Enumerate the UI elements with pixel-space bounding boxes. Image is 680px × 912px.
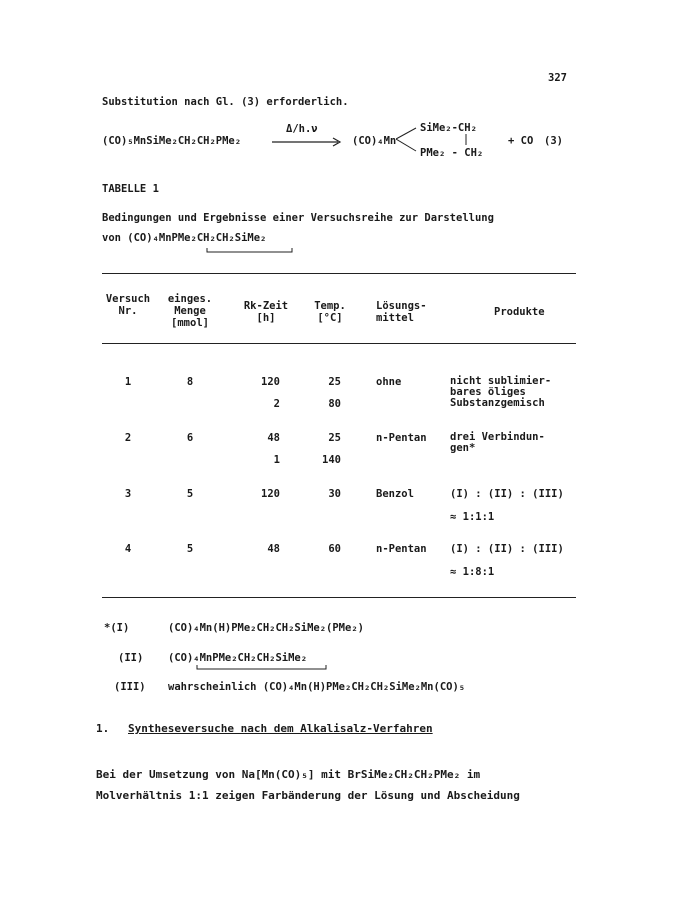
page-number: 327: [548, 72, 567, 84]
intro-line: Substitution nach Gl. (3) erforderlich.: [102, 96, 349, 108]
row-zeit-2: 1: [273, 454, 280, 466]
row-nr: 1: [124, 376, 132, 388]
table-header-rule: [102, 343, 576, 344]
row-zeit: 48: [267, 543, 280, 555]
header-loesung: [376, 300, 427, 324]
footnote-label: (II): [118, 652, 144, 664]
row-produkte-line1: nicht sublimier-: [450, 375, 552, 387]
row-produkte: (I) : (II) : (III): [450, 543, 564, 555]
row-menge: 5: [186, 488, 194, 500]
row-temp: 60: [328, 543, 341, 555]
row-menge: 8: [186, 376, 194, 388]
header-temp: [305, 300, 355, 324]
row-produkte-line2: gen*: [450, 442, 476, 454]
header-temp-line2: [°C]: [317, 312, 343, 324]
row-menge: 5: [186, 543, 194, 555]
row-zeit-2: 2: [273, 398, 280, 410]
header-zeit: [236, 300, 296, 324]
row-temp-2: 140: [322, 454, 341, 466]
row-temp-2: 80: [328, 398, 341, 410]
row-temp: 25: [328, 376, 341, 388]
row-produkte: [450, 376, 551, 409]
table-bottom-rule: [102, 597, 576, 598]
footnote-text: (CO)₄MnPMe₂CH₂CH₂SiMe₂: [168, 652, 308, 664]
header-temp-line1: Temp.: [314, 300, 346, 312]
row-produkte-line2: bares öliges: [450, 386, 526, 398]
footnote-label: (III): [114, 681, 146, 693]
caption-bracket-icon: [206, 248, 296, 254]
equation-ring-top: SiMe₂-CH₂: [420, 122, 477, 134]
header-versuch-line1: Versuch: [105, 293, 151, 305]
equation-plus-co: + CO: [508, 135, 534, 147]
row-menge: 6: [186, 432, 194, 444]
footnote-text: (CO)₄Mn(H)PMe₂CH₂CH₂SiMe₂(PMe₂): [168, 622, 364, 634]
header-loesung-line2: mittel: [376, 312, 414, 324]
section-title: Syntheseversuche nach dem Alkalisalz-Verfahren: [128, 722, 433, 735]
row-temp: 25: [328, 432, 341, 444]
equation-ring-bottom: PMe₂ - CH₂: [420, 147, 484, 159]
header-produkte: Produkte: [494, 306, 545, 318]
row-produkte: (I) : (II) : (III): [450, 488, 564, 500]
header-menge-line2: Menge: [174, 305, 206, 317]
equation-number: (3): [544, 135, 563, 147]
header-versuch-line2: Nr.: [118, 305, 138, 317]
body-line2: Molverhältnis 1:1 zeigen Farbänderung der Lösung und Abscheidung: [96, 789, 520, 802]
header-menge-line3: [mmol]: [171, 317, 209, 329]
row-produkte-ratio: ≈ 1:1:1: [450, 511, 495, 523]
header-menge-line1: einges.: [167, 293, 213, 305]
row-produkte: [450, 432, 545, 454]
row-zeit: 120: [261, 488, 280, 500]
row-produkte-ratio: ≈ 1:8:1: [450, 566, 495, 578]
row-nr: 3: [124, 488, 132, 500]
table-caption-line2: [102, 232, 266, 244]
row-nr: 4: [124, 543, 132, 555]
row-loesung: n-Pentan: [376, 432, 427, 444]
table-top-rule: [102, 273, 576, 274]
row-loesung: n-Pentan: [376, 543, 427, 555]
header-zeit-line1: Rk-Zeit: [243, 300, 289, 312]
equation-reactant: (CO)₅MnSiMe₂CH₂CH₂PMe₂: [102, 135, 242, 147]
table-caption-line1: Bedingungen und Ergebnisse einer Versuchsreihe zur Darstellung: [102, 212, 494, 224]
row-zeit: 48: [267, 432, 280, 444]
reaction-arrow-icon: [272, 137, 344, 147]
row-produkte-line1: drei Verbindun-: [450, 431, 545, 443]
header-versuch: [98, 293, 158, 317]
caption-line2-text: von (CO)₄MnPMe₂CH₂CH₂SiMe₂: [102, 232, 267, 244]
equation-arrow-label: Δ/h.ν: [286, 123, 318, 135]
header-loesung-line1: Lösungs-: [376, 300, 427, 312]
row-produkte-line3: Substanzgemisch: [450, 397, 545, 409]
header-zeit-line2: [h]: [256, 312, 276, 324]
row-temp: 30: [328, 488, 341, 500]
section-number: 1.: [96, 722, 110, 735]
equation-product-mn: (CO)₄Mn: [352, 135, 397, 147]
row-loesung: Benzol: [376, 488, 414, 500]
footnote-bracket-icon: [196, 665, 330, 671]
row-zeit: 120: [261, 376, 280, 388]
footnote-text: wahrscheinlich (CO)₄Mn(H)PMe₂CH₂CH₂SiMe₂Mn(CO)₅: [168, 681, 466, 693]
footnote-label: *(I): [104, 622, 130, 634]
row-loesung: ohne: [376, 376, 402, 388]
row-nr: 2: [124, 432, 132, 444]
header-menge: [160, 293, 220, 329]
ring-bond-lines-icon: [396, 124, 418, 154]
ring-vertical-bond-icon: [462, 134, 470, 146]
body-line1: Bei der Umsetzung von Na[Mn(CO)₅] mit BrSiMe₂CH₂CH₂PMe₂ im: [96, 768, 481, 781]
table-label: TABELLE 1: [102, 183, 159, 195]
